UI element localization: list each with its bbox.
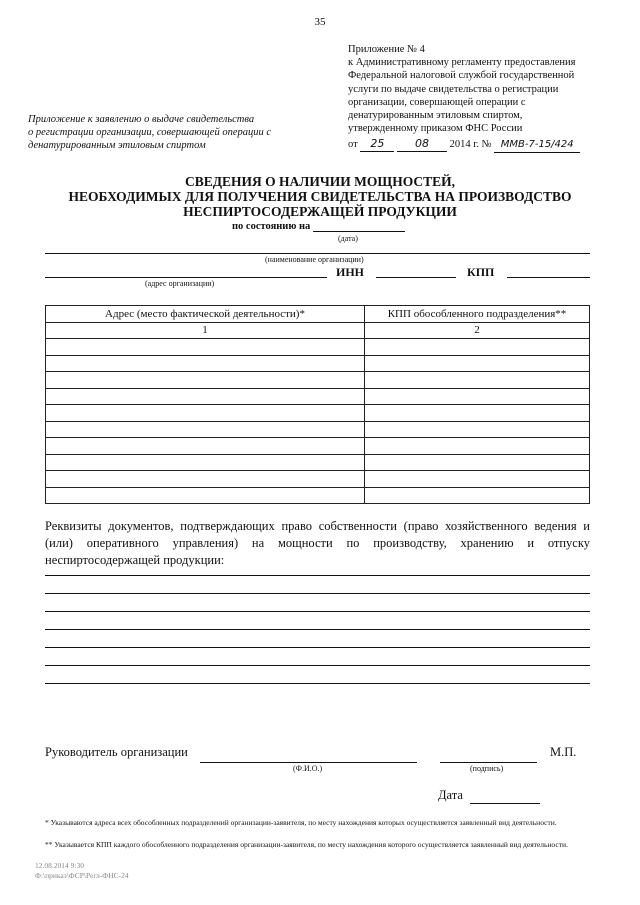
signature-caption: (подпись) [470,764,504,773]
table-row [46,471,590,488]
date-field[interactable] [470,803,540,804]
table-row [46,388,590,405]
table-cell[interactable] [365,438,590,455]
column-number-1: 1 [46,322,365,339]
approval-line: денатурированным этиловым спиртом, [348,110,523,122]
table-cell[interactable] [46,438,365,455]
table-cell[interactable] [365,372,590,389]
table-row [46,405,590,422]
table-row [46,421,590,438]
title-line-2: НЕОБХОДИМЫХ ДЛЯ ПОЛУЧЕНИЯ СВИДЕТЕЛЬСТВА НА ПРОИЗВОДСТВО [68,189,572,204]
kpp-column-header: КПП обособленного подразделения** [365,306,590,323]
requisites-line[interactable] [45,593,590,594]
org-name-line[interactable] [45,253,590,254]
app-note-line: Приложение к заявлению о выдаче свидетельства [28,114,255,125]
table-cell[interactable] [365,471,590,488]
org-name-caption: (наименование организации) [265,255,364,264]
approval-line: организации, совершающей операции с [348,96,526,108]
requisites-line[interactable] [45,629,590,630]
table-cell[interactable] [365,355,590,372]
approval-line: утвержденному приказом ФНС России [348,123,523,135]
table-row [46,454,590,471]
table-cell[interactable] [365,405,590,422]
table-row [46,339,590,356]
table-cell[interactable] [46,405,365,422]
inn-field[interactable] [376,277,456,278]
title-line-1: СВЕДЕНИЯ О НАЛИЧИИ МОЩНОСТЕЙ, [184,174,455,189]
year-text: 2014 г. № [449,139,492,151]
requisites-line[interactable] [45,575,590,576]
handwritten-day: 25 [360,137,394,151]
table-cell[interactable] [46,372,365,389]
requisites-line[interactable] [45,647,590,648]
table-cell[interactable] [46,454,365,471]
table-cell[interactable] [46,487,365,504]
table-number-row [46,322,590,339]
kpp-label: КПП [467,265,495,279]
approval-line: Федеральной налоговой службой государственной [348,70,575,82]
print-stamp-line-1: 12.08.2014 9:30 [35,861,84,870]
requisites-text: Реквизиты документов, подтверждающих право собственности (право хозяйственного ведения и (или) оперативного управления) на мощности по производству, хранению и отпуску неспиртосодержащей продукции: [45,519,590,567]
table-cell[interactable] [46,339,365,356]
table-cell[interactable] [365,454,590,471]
page-number: 35 [314,16,326,28]
date-blank-field[interactable] [313,221,405,232]
as-of-label: по состоянию на [232,221,311,232]
requisites-line[interactable] [45,683,590,684]
address-column-header: Адрес (место фактической деятельности)* [46,306,365,323]
print-stamp-line-2: Ф:\приказ\ФСР\Регл-ФНС-24 [35,871,129,880]
title-line-3: НЕСПИРТОСОДЕРЖАЩЕЙ ПРОДУКЦИИ [183,204,457,219]
table-cell[interactable] [46,388,365,405]
table-cell[interactable] [46,471,365,488]
handwritten-month: 08 [397,137,447,151]
app-note-line: о регистрации организации, совершающей операции с [28,127,272,138]
footnote-1: * Указываются адреса всех обособленных подразделений организации-заявителя, по месту нахождения которых осуществляется заявленный вид деятельности. [45,818,557,827]
approval-date-line [348,137,638,152]
table-header-row [46,306,590,323]
signature-field[interactable] [440,762,537,763]
fio-caption: (Ф.И.О.) [293,764,323,773]
approval-block [348,43,638,153]
table-row [46,438,590,455]
table-cell[interactable] [365,388,590,405]
app-note-line: денатурированным этиловым спиртом [28,140,206,151]
approval-line: к Административному регламенту предоставления [348,57,576,69]
head-of-organization-label: Руководитель организации [45,745,188,759]
table-row [46,487,590,504]
approval-line: услуги по выдаче свидетельства о регистрации [348,83,559,95]
column-number-2: 2 [365,322,590,339]
table-cell[interactable] [46,355,365,372]
date-label: Дата [438,788,463,802]
seal-label: М.П. [550,745,577,759]
table-cell[interactable] [365,421,590,438]
date-prefix: от [348,139,358,151]
org-address-line[interactable] [45,277,327,278]
table-cell[interactable] [365,487,590,504]
handwritten-order-number: ММВ-7-15/424 [494,138,580,152]
date-caption: (дата) [338,234,358,243]
fio-field[interactable] [200,762,417,763]
application-note [28,113,298,152]
table-cell[interactable] [46,421,365,438]
approval-line: Приложение № 4 [348,44,425,55]
footnote-2: ** Указывается КПП каждого обособленного подразделения организации-заявителя, по месту нахождения которого осуществляется заявленный вид деятельности. [45,840,568,849]
table-row [46,355,590,372]
requisites-line[interactable] [45,665,590,666]
as-of-date [232,221,405,232]
table-row [46,372,590,389]
inn-label: ИНН [336,265,365,279]
document-title [0,174,640,219]
kpp-field[interactable] [507,277,590,278]
facilities-table [45,305,590,504]
requisites-line[interactable] [45,611,590,612]
table-cell[interactable] [365,339,590,356]
org-address-caption: (адрес организации) [145,279,215,288]
